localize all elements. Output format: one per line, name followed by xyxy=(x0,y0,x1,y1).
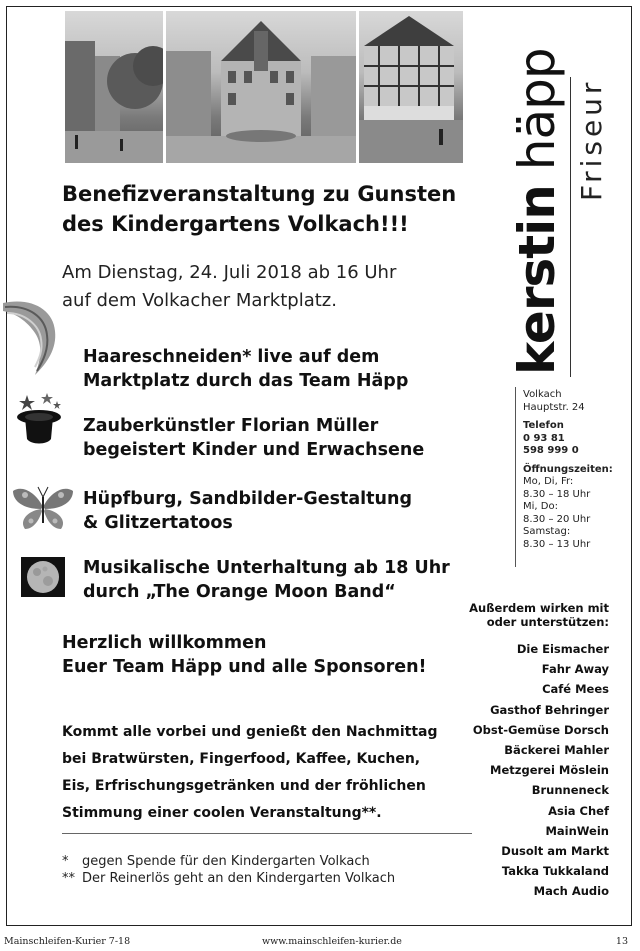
footnote-text: gegen Spende für den Kindergarten Volkach xyxy=(82,854,370,869)
footer-website-link[interactable]: www.mainschleifen-kurier.de xyxy=(262,936,402,947)
photo-townhall xyxy=(166,11,356,163)
sponsor-item: MainWein xyxy=(545,823,609,838)
sponsor-list xyxy=(467,601,609,902)
footnotes xyxy=(62,853,482,887)
invite-line-2: bei Bratwürsten, Fingerfood, Kaffee, Kuchen, xyxy=(62,751,421,767)
brand-name-light: häpp xyxy=(508,48,566,171)
sponsor-heading xyxy=(467,601,609,629)
sponsor-item: Die Eismacher xyxy=(516,642,609,656)
sponsor-item: Obst-Gemüse Dorsch xyxy=(472,722,609,737)
butterfly-icon xyxy=(11,481,75,533)
brand-divider xyxy=(570,77,571,377)
contact-info xyxy=(523,389,635,551)
sponsor-heading-line-1: Außerdem wirken mit xyxy=(469,601,609,615)
feature-bouncy-castle-line-1: Hüpfburg, Sandbilder-Gestaltung xyxy=(83,489,412,509)
photo-strip xyxy=(65,11,463,163)
photo-timberhouse xyxy=(359,11,463,163)
sponsor-item: Takka Tukkaland xyxy=(501,864,609,879)
feature-haircut xyxy=(83,345,483,393)
photo-street xyxy=(65,11,163,163)
phone-label: Telefon xyxy=(523,420,564,431)
feature-haircut-line-2: Marktplatz durch das Team Häpp xyxy=(83,371,409,391)
sponsor-item: Mach Audio xyxy=(533,884,609,899)
hair-icon xyxy=(1,297,61,379)
hours-label: Öffnungszeiten: xyxy=(523,463,613,475)
feature-music xyxy=(83,556,483,604)
feature-music-line-1: Musikalische Unterhaltung ab 18 Uhr xyxy=(83,558,450,578)
brand-logo xyxy=(508,48,566,375)
sponsor-item: Brunneneck xyxy=(531,783,609,798)
footnote-text: Der Reinerlös geht an den Kindergarten Volkach xyxy=(82,871,396,886)
welcome-line-2: Euer Team Häpp und alle Sponsoren! xyxy=(62,657,427,677)
sponsor-item: Gasthof Behringer xyxy=(490,702,609,717)
sponsor-item: Dusolt am Markt xyxy=(501,844,609,859)
sponsor-item: Asia Chef xyxy=(548,803,609,818)
feature-bouncy-castle-line-2: & Glitzertatoos xyxy=(83,513,233,533)
welcome-message xyxy=(62,631,482,679)
sponsor-item: Metzgerei Möslein xyxy=(490,763,609,778)
feature-magician-line-1: Zauberkünstler Florian Müller xyxy=(83,416,379,436)
footnote xyxy=(62,870,482,887)
event-date-line-1: Am Dienstag, 24. Juli 2018 ab 16 Uhr xyxy=(62,262,397,283)
contact-street: Hauptstr. 24 xyxy=(523,401,585,413)
phone-area: 0 93 81 xyxy=(523,432,565,444)
brand-subtitle: Friseur xyxy=(575,78,608,201)
contact-divider xyxy=(515,387,516,567)
feature-magician xyxy=(83,414,483,462)
headline-line-1: Benefizveranstaltung zu Gunsten xyxy=(62,182,457,206)
phone-number: 598 999 0 xyxy=(523,445,579,456)
hours-time: 8.30 – 18 Uhr xyxy=(523,488,591,500)
invitation-text xyxy=(62,719,482,827)
sponsor-item: Café Mees xyxy=(542,682,609,697)
event-date xyxy=(62,259,482,315)
invite-line-4: Stimmung einer coolen Veranstaltung**. xyxy=(62,805,382,821)
event-date-line-2: auf dem Volkacher Marktplatz. xyxy=(62,290,337,311)
invite-line-1: Kommt alle vorbei und genießt den Nachmittag xyxy=(62,724,438,740)
sponsor-item: Fahr Away xyxy=(541,662,609,677)
contact-city: Volkach xyxy=(523,389,562,400)
moon-icon xyxy=(21,557,65,597)
feature-haircut-line-1: Haareschneiden* live auf dem xyxy=(83,347,380,367)
brand-name-bold: kerstin xyxy=(508,185,566,375)
feature-bouncy-castle xyxy=(83,487,483,535)
invite-line-3: Eis, Erfrischungsgetränken und der fröhlichen xyxy=(62,778,426,794)
footnote-mark: * xyxy=(62,854,69,869)
hours-days: Mi, Do: xyxy=(523,501,558,512)
feature-music-line-2: durch „The Orange Moon Band“ xyxy=(83,582,396,602)
headline-line-2: des Kindergartens Volkach!!! xyxy=(62,212,409,236)
sponsor-item: Bäckerei Mahler xyxy=(504,743,609,758)
sponsor-heading-line-2: oder unterstützen: xyxy=(486,615,609,629)
hours-days: Mo, Di, Fr: xyxy=(523,476,574,487)
feature-magician-line-2: begeistert Kinder und Erwachsene xyxy=(83,440,425,460)
magic-hat-icon xyxy=(13,391,65,447)
ad-frame xyxy=(6,6,632,926)
footnote-mark: ** xyxy=(62,871,75,886)
footer-page-number: 13 xyxy=(615,936,628,947)
welcome-line-1: Herzlich willkommen xyxy=(62,633,267,653)
hours-time: 8.30 – 13 Uhr xyxy=(523,538,591,550)
headline xyxy=(62,179,482,239)
divider xyxy=(62,833,472,834)
hours-time: 8.30 – 20 Uhr xyxy=(523,513,591,525)
footnote xyxy=(62,853,482,870)
hours-days: Samstag: xyxy=(523,526,571,537)
footer-publication: Mainschleifen-Kurier 7-18 xyxy=(4,936,131,947)
